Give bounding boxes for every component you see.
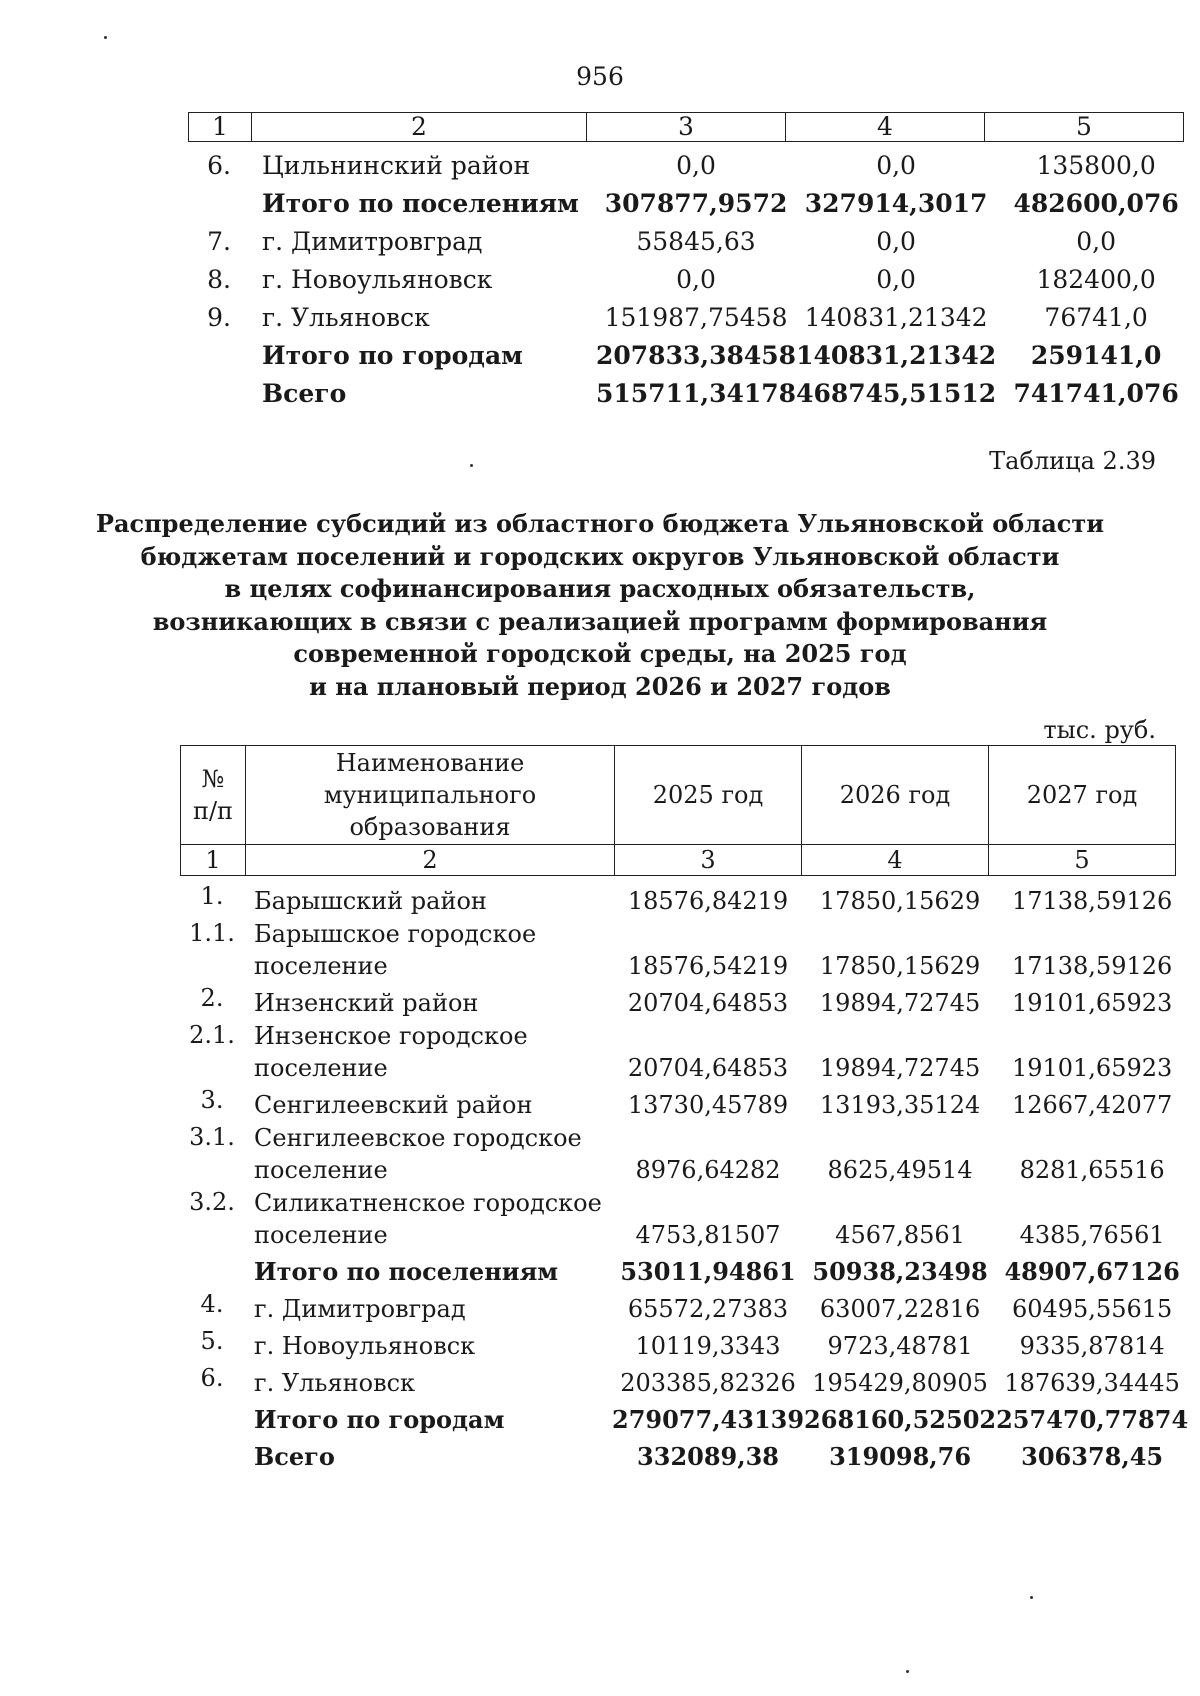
- title-line: Распределение субсидий из областного бюджета Ульяновской области: [95, 509, 1105, 538]
- title-line: и на плановый период 2026 и 2027 годов: [309, 671, 891, 701]
- table-row: [180, 1362, 1188, 1399]
- table-row: [180, 1186, 1188, 1251]
- table-row: [180, 1288, 1188, 1325]
- row-name: г. Новоульяновск: [262, 264, 493, 294]
- row-value-2027: 19101,65923: [1011, 989, 1173, 1017]
- table-row: [180, 880, 1188, 917]
- row-name-line: Сенгилеевское городское: [254, 1124, 582, 1152]
- row-value-2027: 306378,45: [1021, 1442, 1164, 1471]
- row-name-line: Сенгилеевский район: [254, 1091, 533, 1119]
- table-label: Таблица 2.39: [989, 447, 1156, 475]
- row-value-2025: 18576,84219: [627, 887, 789, 915]
- row-value-2026: 195429,80905: [812, 1369, 988, 1397]
- column-number: 1: [181, 845, 246, 876]
- table-row: [188, 298, 1196, 336]
- row-value-col3: 0,0: [676, 264, 716, 294]
- table-row: [188, 146, 1196, 184]
- row-number: 2.: [200, 984, 224, 1012]
- row-name: [244, 1084, 612, 1121]
- header-2027: 2027 год: [989, 746, 1176, 845]
- row-value-2025: 332089,38: [637, 1442, 779, 1471]
- row-number: 9.: [207, 302, 231, 332]
- row-value-2026: 319098,76: [829, 1442, 972, 1471]
- row-value-col3: 515711,34178: [596, 378, 797, 408]
- header-text: №: [201, 765, 225, 793]
- row-value-2025: 8976,64282: [635, 1156, 781, 1184]
- row-value-col4: 140831,21342: [796, 340, 997, 370]
- table1-header: [188, 112, 1184, 142]
- row-name: г. Димитровград: [262, 226, 483, 256]
- table-row: [180, 917, 1188, 982]
- row-number: 2.1.: [189, 1021, 235, 1049]
- row-number: [180, 1436, 244, 1473]
- row-name-line: Силикатненское городское: [254, 1189, 602, 1217]
- row-value-2027: 4385,76561: [1019, 1221, 1165, 1249]
- table1-col-number: 2: [252, 113, 587, 142]
- row-value-2025: 279077,43139: [612, 1405, 805, 1434]
- row-value-2026: 19894,72745: [819, 989, 981, 1017]
- row-number: 1.: [200, 882, 224, 910]
- row-value-col4: 468745,51512: [796, 378, 997, 408]
- row-value-col5: 259141,0: [1030, 340, 1162, 370]
- row-name-line: Всего: [254, 1442, 335, 1471]
- row-value-col5: 482600,076: [1013, 188, 1179, 218]
- row-value-2025: 65572,27383: [627, 1295, 789, 1323]
- row-value-col3: 207833,38458: [596, 340, 797, 370]
- row-name: [244, 1251, 612, 1288]
- row-value-col3: 55845,63: [636, 226, 756, 256]
- row-value-2025: 20704,64853: [627, 1054, 789, 1082]
- row-number: [180, 1251, 244, 1288]
- table-row: [180, 1399, 1188, 1436]
- row-number: [188, 184, 250, 222]
- row-value-2025: 13730,45789: [627, 1091, 789, 1119]
- row-name: [244, 880, 612, 917]
- row-value-2026: 63007,22816: [819, 1295, 981, 1323]
- column-number: 5: [989, 845, 1176, 876]
- row-value-2027: 17138,59126: [1011, 887, 1173, 915]
- table-row: [188, 222, 1196, 260]
- row-name: [244, 1121, 612, 1186]
- row-value-2027: 8281,65516: [1019, 1156, 1165, 1184]
- column-number: 4: [802, 845, 989, 876]
- table-row: [180, 1436, 1188, 1473]
- units-label: тыс. руб.: [1043, 716, 1156, 744]
- row-name-line: поселение: [254, 952, 388, 980]
- table-title: [0, 508, 1200, 703]
- row-name: [244, 1362, 612, 1399]
- page-number: 956: [576, 62, 624, 91]
- row-name-line: поселение: [254, 1221, 388, 1249]
- row-name-line: Итого по городам: [254, 1405, 505, 1434]
- row-number: 7.: [207, 226, 231, 256]
- row-number: 3.1.: [189, 1123, 235, 1151]
- table-row: [188, 374, 1196, 412]
- row-number: [180, 1399, 244, 1436]
- row-value-col3: 0,0: [676, 150, 716, 180]
- table-row: [180, 1121, 1188, 1186]
- table1-col-number: 4: [786, 113, 985, 142]
- row-number: 1.1.: [189, 919, 235, 947]
- row-value-2026: 17850,15629: [819, 887, 981, 915]
- header-text: образования: [349, 813, 511, 841]
- row-name: [244, 1399, 612, 1436]
- header-text: муниципального: [323, 781, 537, 809]
- title-line: бюджетам поселений и городских округов Ульяновской области: [140, 541, 1060, 571]
- table-row: [180, 1325, 1188, 1362]
- row-value-col4: 327914,3017: [804, 188, 988, 218]
- row-name-line: Барышское городское: [254, 920, 537, 948]
- row-name: [244, 917, 612, 982]
- table-row: [180, 1019, 1188, 1084]
- row-value-col4: 0,0: [876, 150, 916, 180]
- row-value-col3: 151987,75458: [604, 302, 788, 332]
- row-value-2025: 20704,64853: [627, 989, 789, 1017]
- row-number: 6.: [207, 150, 231, 180]
- row-value-2026: 19894,72745: [819, 1054, 981, 1082]
- row-value-2027: 19101,65923: [1011, 1054, 1173, 1082]
- row-value-2025: 53011,94861: [620, 1257, 796, 1286]
- row-number: 4.: [200, 1290, 224, 1318]
- table-row: [180, 1251, 1188, 1288]
- table1-col-number: 1: [189, 113, 252, 142]
- table1-body: [188, 146, 1196, 412]
- table-row: [180, 1084, 1188, 1121]
- row-value-2027: 12667,42077: [1011, 1091, 1173, 1119]
- row-value-2026: 50938,23498: [812, 1257, 988, 1286]
- row-value-2025: 18576,54219: [627, 952, 789, 980]
- row-value-2026: 13193,35124: [819, 1091, 981, 1119]
- row-value-2027: 48907,67126: [1004, 1257, 1180, 1286]
- row-name: Всего: [262, 378, 347, 408]
- row-value-2026: 8625,49514: [827, 1156, 973, 1184]
- table2-header: [180, 745, 1176, 876]
- title-line: в целях софинансирования расходных обязательств,: [224, 574, 976, 603]
- row-name: [244, 1436, 612, 1473]
- row-value-col5: 0,0: [1076, 226, 1116, 256]
- row-value-2027: 60495,55615: [1011, 1295, 1173, 1323]
- row-name: Итого по поселениям: [262, 188, 579, 218]
- row-name: [244, 1325, 612, 1362]
- row-name-line: поселение: [254, 1156, 388, 1184]
- row-name-line: г. Новоульяновск: [254, 1332, 476, 1360]
- row-value-col4: 0,0: [876, 226, 916, 256]
- table-row: [188, 336, 1196, 374]
- row-value-2026: 4567,8561: [835, 1221, 965, 1249]
- header-text: Наименование: [335, 749, 525, 777]
- row-value-2026: 9723,48781: [827, 1332, 973, 1360]
- row-name-line: Инзенское городское: [254, 1022, 528, 1050]
- table2-body: [180, 880, 1188, 1473]
- row-name-line: поселение: [254, 1054, 388, 1082]
- row-name-line: Барышский район: [254, 887, 487, 915]
- row-name: Итого по городам: [262, 340, 523, 370]
- header-text: п/п: [192, 797, 234, 825]
- row-name: Цильнинский район: [262, 150, 531, 180]
- header-number: [181, 746, 246, 845]
- row-name-line: г. Димитровград: [254, 1295, 466, 1323]
- row-name: [244, 1288, 612, 1325]
- table-row: [180, 982, 1188, 1019]
- table1-col-number: 5: [985, 113, 1184, 142]
- row-value-col3: 307877,9572: [604, 188, 788, 218]
- row-value-2027: 257470,77874: [996, 1405, 1189, 1434]
- table-row: [188, 260, 1196, 298]
- row-value-col5: 76741,0: [1044, 302, 1148, 332]
- row-name-line: г. Ульяновск: [254, 1369, 416, 1397]
- row-value-2027: 9335,87814: [1019, 1332, 1165, 1360]
- row-number: 3.2.: [189, 1188, 235, 1216]
- row-number: [188, 336, 250, 374]
- row-value-2027: 17138,59126: [1011, 952, 1173, 980]
- header-name: [246, 746, 615, 845]
- row-value-2026: 268160,52502: [804, 1405, 997, 1434]
- row-name: г. Ульяновск: [262, 302, 430, 332]
- header-2025: 2025 год: [615, 746, 802, 845]
- row-value-2025: 10119,3343: [635, 1332, 781, 1360]
- table-row: [188, 184, 1196, 222]
- row-value-2025: 4753,81507: [635, 1221, 781, 1249]
- row-name-line: Инзенский район: [254, 989, 479, 1017]
- row-number: 5.: [200, 1327, 224, 1355]
- row-value-col5: 182400,0: [1036, 264, 1156, 294]
- row-value-col5: 135800,0: [1036, 150, 1156, 180]
- row-value-2026: 17850,15629: [819, 952, 981, 980]
- table1-col-number: 3: [587, 113, 786, 142]
- title-line: возникающих в связи с реализацией программ формирования: [152, 606, 1048, 636]
- row-number: 3.: [200, 1086, 224, 1114]
- row-value-col5: 741741,076: [1013, 378, 1179, 408]
- header-2026: 2026 год: [802, 746, 989, 845]
- row-value-col4: 0,0: [876, 264, 916, 294]
- column-number: 3: [615, 845, 802, 876]
- row-name: [244, 1019, 612, 1084]
- row-number: [188, 374, 250, 412]
- row-name-line: Итого по поселениям: [254, 1257, 559, 1286]
- row-name: [244, 1186, 612, 1251]
- row-value-2027: 187639,34445: [1004, 1369, 1180, 1397]
- row-number: 6.: [200, 1364, 224, 1392]
- column-number: 2: [246, 845, 615, 876]
- row-value-2025: 203385,82326: [620, 1369, 796, 1397]
- title-line: современной городской среды, на 2025 год: [293, 639, 907, 668]
- row-number: 8.: [207, 264, 231, 294]
- row-value-col4: 140831,21342: [804, 302, 988, 332]
- row-name: [244, 982, 612, 1019]
